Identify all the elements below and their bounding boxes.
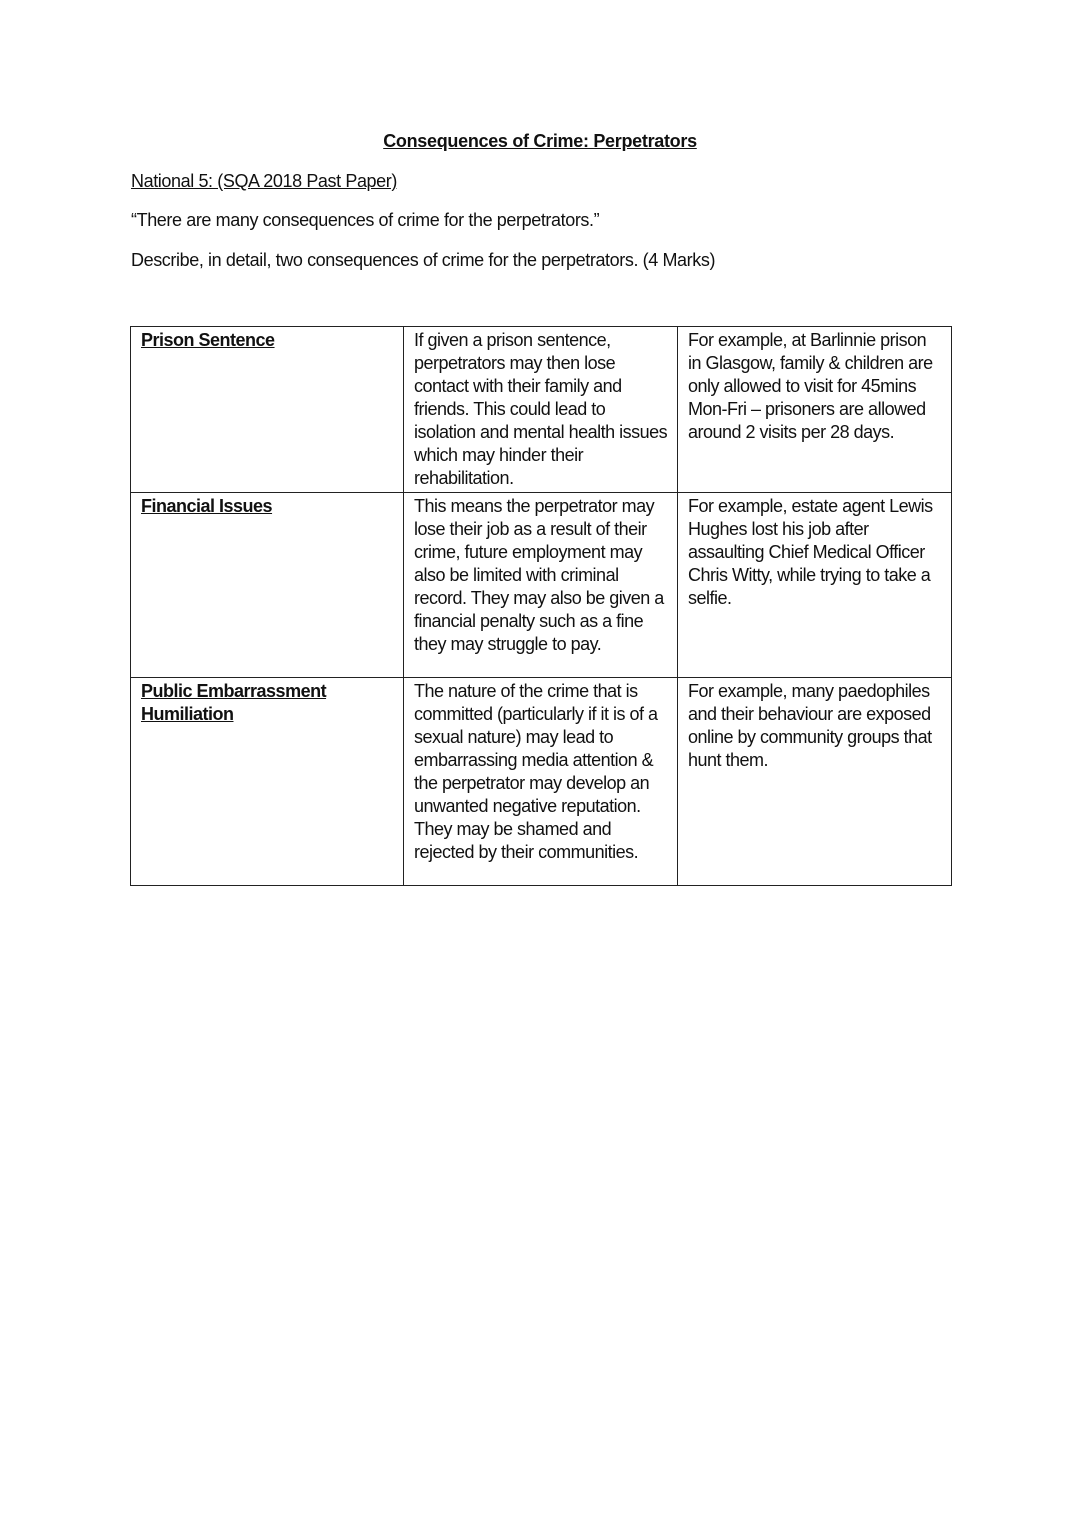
explanation-cell: If given a prison sentence, perpetrators may then lose contact with their family and friends. This could lead to isolation and mental health issues which may hinder their rehabilitation.: [404, 327, 678, 493]
explanation-cell: The nature of the crime that is committed (particularly if it is of a sexual nature) may lead to embarrassing media attention & the perpetrator may develop an unwanted negative reputation. They may be shamed and rejected by their communities.: [404, 678, 678, 886]
example-cell: For example, at Barlinnie prison in Glasgow, family & children are only allowed to visit for 45mins Mon-Fri – prisoners are allowed around 2 visits per 28 days.: [678, 327, 952, 493]
topic-cell: [131, 678, 404, 886]
example-cell: For example, many paedophiles and their behaviour are exposed online by community groups that hunt them.: [678, 678, 952, 886]
topic-line: Humiliation: [141, 704, 234, 724]
example-cell: For example, estate agent Lewis Hughes lost his job after assaulting Chief Medical Officer Chris Witty, while trying to take a selfie.: [678, 493, 952, 678]
table-row: [131, 327, 952, 493]
question-prompt: Describe, in detail, two consequences of crime for the perpetrators. (4 Marks): [131, 250, 716, 270]
topic-line: Public Embarrassment: [141, 681, 327, 701]
explanation-cell: This means the perpetrator may lose their job as a result of their crime, future employment may also be limited with criminal record. They may also be given a financial penalty such as a fine they may struggle to pay.: [404, 493, 678, 678]
topic-cell: Financial Issues: [131, 493, 404, 678]
table-row: [131, 493, 952, 678]
exam-reference: National 5: (SQA 2018 Past Paper): [131, 171, 397, 191]
consequences-table: [130, 326, 952, 886]
topic-cell: Prison Sentence: [131, 327, 404, 493]
table-row: [131, 678, 952, 886]
question-quote: “There are many consequences of crime for the perpetrators.”: [131, 210, 600, 230]
page-title: Consequences of Crime: Perpetrators: [383, 131, 697, 151]
